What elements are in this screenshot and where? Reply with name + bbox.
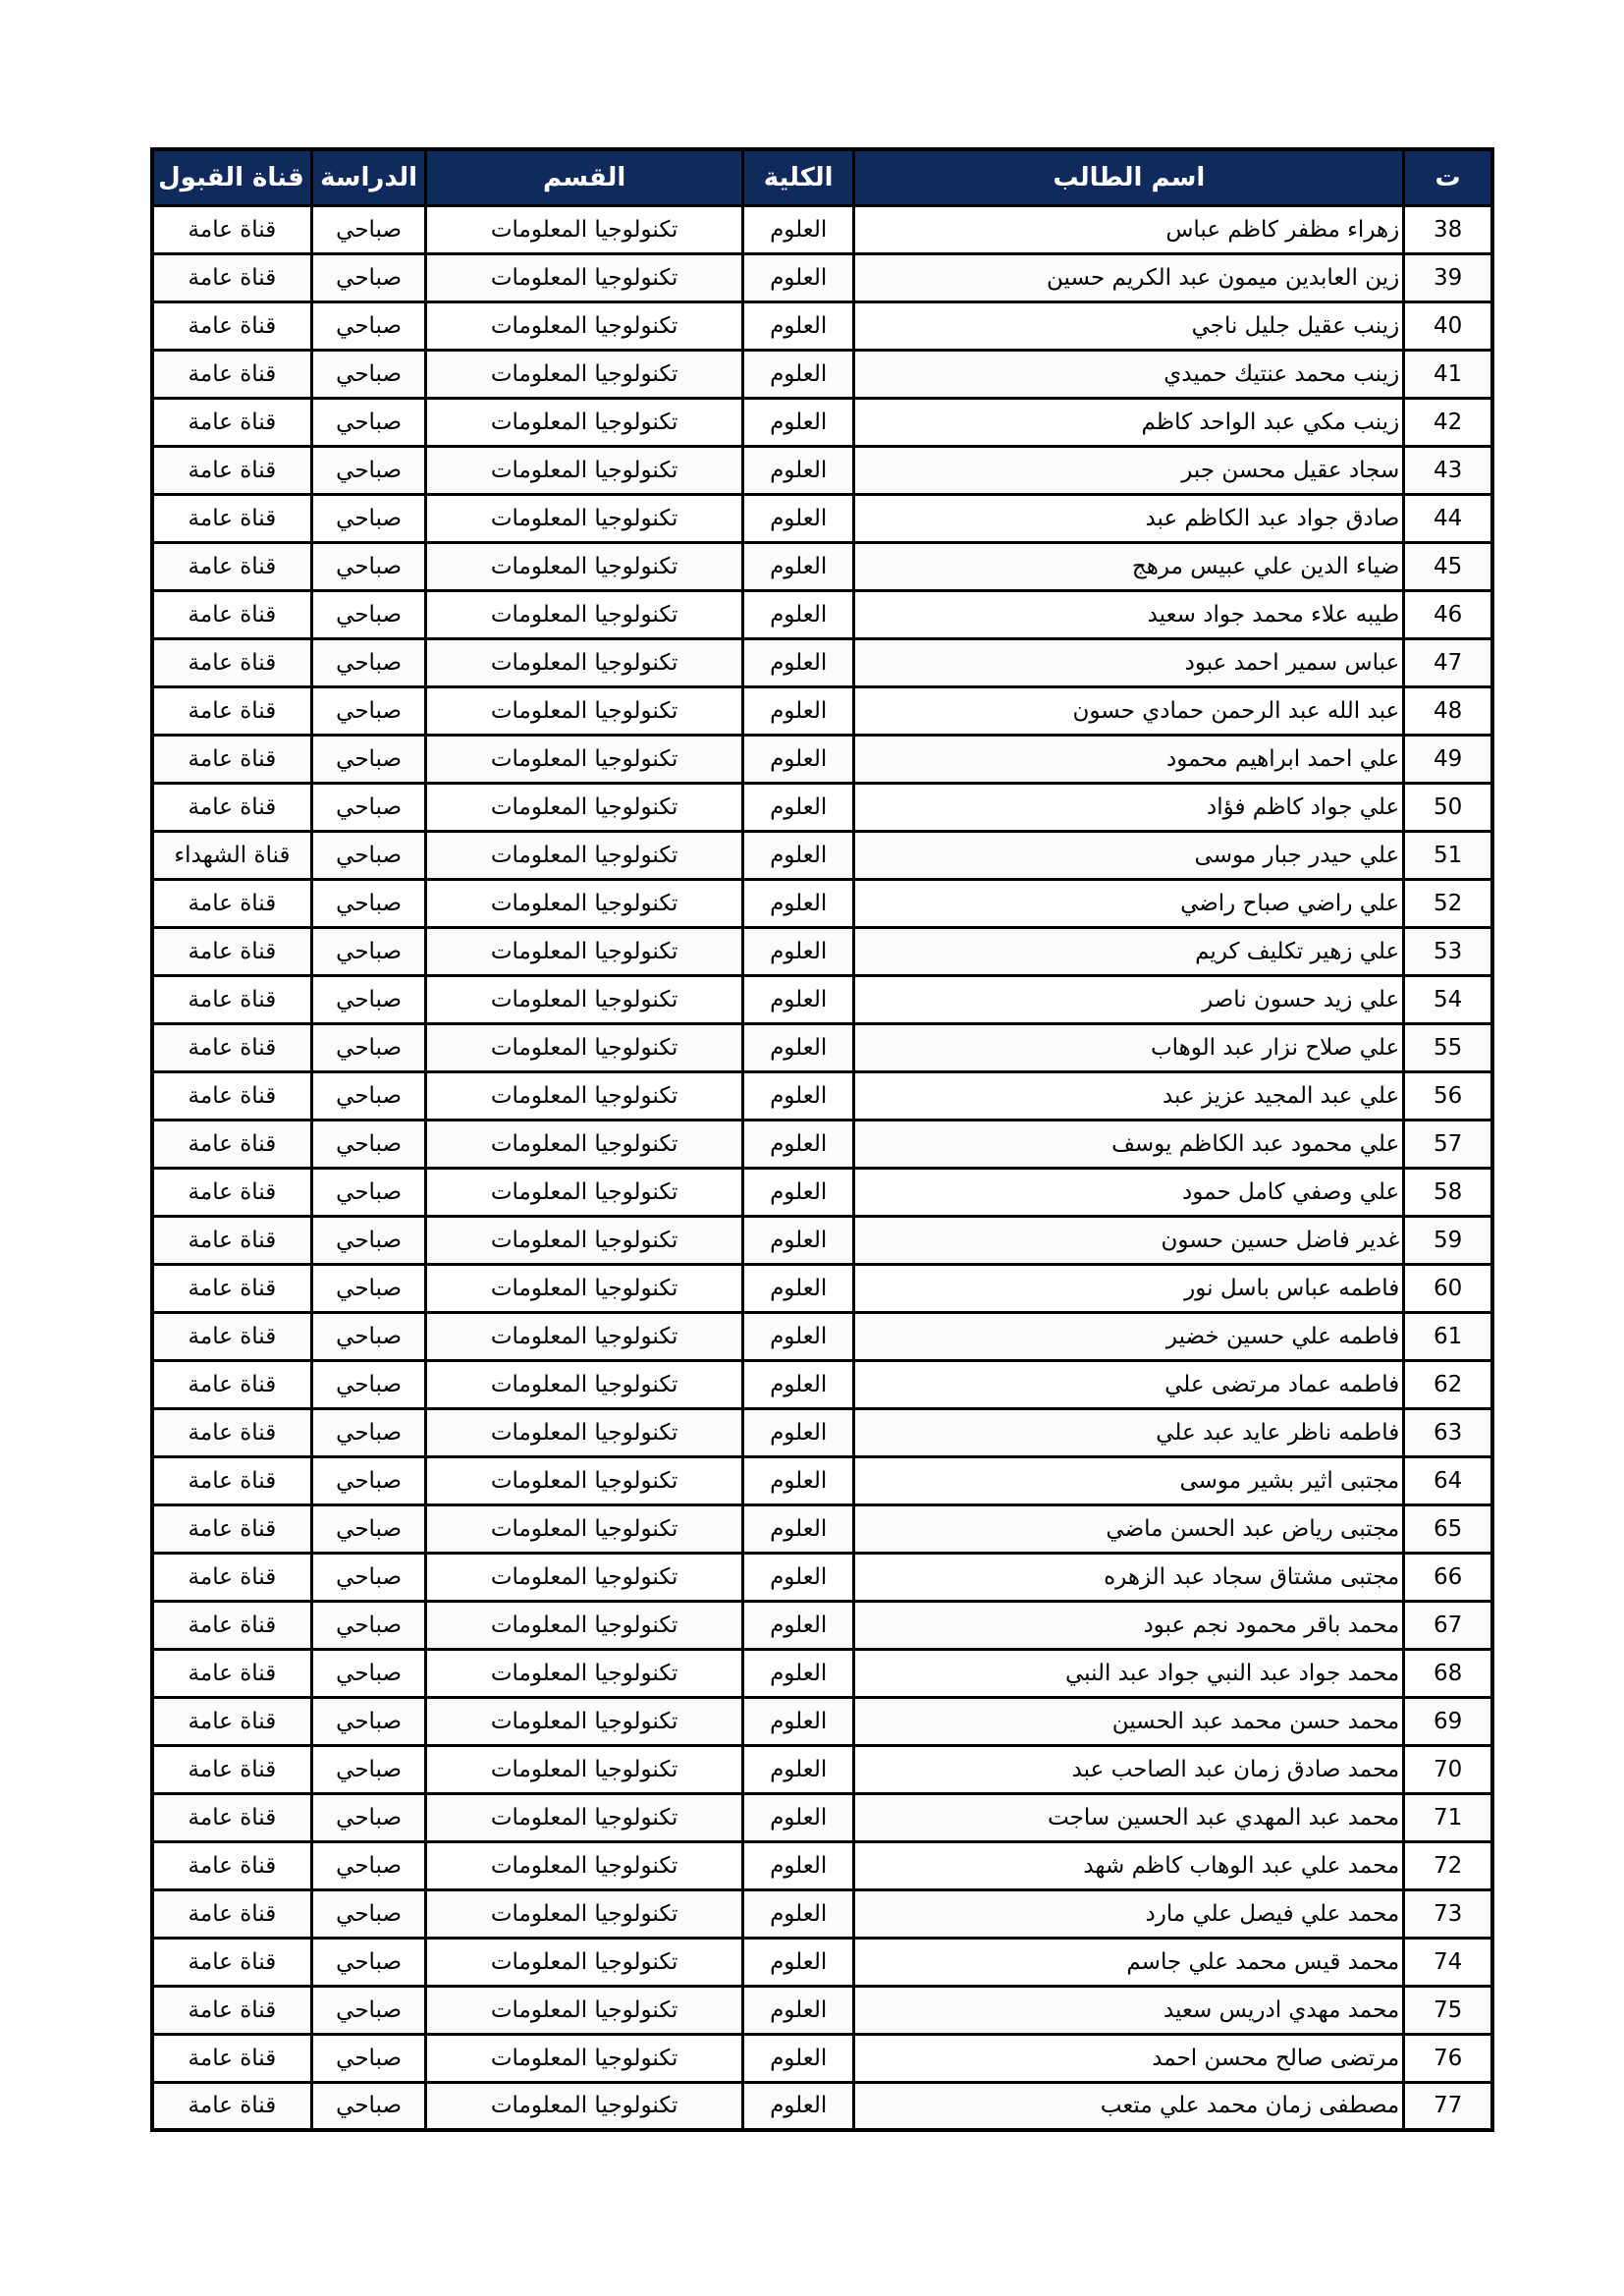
- header-admission-channel: قناة القبول: [152, 149, 311, 205]
- cell-study: صباحي: [311, 1120, 426, 1168]
- cell-department: تكنولوجيا المعلومات: [426, 1360, 742, 1408]
- cell-study: صباحي: [311, 301, 426, 350]
- cell-no: 48: [1404, 686, 1492, 735]
- cell-student-name: مجتبى مشتاق سجاد عبد الزهره: [854, 1553, 1404, 1601]
- cell-no: 42: [1404, 398, 1492, 446]
- table-row: [152, 1601, 1492, 1649]
- cell-student-name: عبد الله عبد الرحمن حمادي حسون: [854, 686, 1404, 735]
- table-row: [152, 1456, 1492, 1504]
- cell-no: 39: [1404, 253, 1492, 301]
- cell-college: العلوم: [742, 205, 854, 253]
- cell-college: العلوم: [742, 1601, 854, 1649]
- cell-department: تكنولوجيا المعلومات: [426, 1745, 742, 1793]
- cell-study: صباحي: [311, 1023, 426, 1071]
- cell-department: تكنولوجيا المعلومات: [426, 783, 742, 831]
- cell-student-name: علي صلاح نزار عبد الوهاب: [854, 1023, 1404, 1071]
- cell-department: تكنولوجيا المعلومات: [426, 1216, 742, 1264]
- cell-college: العلوم: [742, 686, 854, 735]
- cell-study: صباحي: [311, 1504, 426, 1553]
- cell-study: صباحي: [311, 2034, 426, 2082]
- cell-student-name: طيبه علاء محمد جواد سعيد: [854, 590, 1404, 638]
- cell-college: العلوم: [742, 975, 854, 1023]
- cell-college: العلوم: [742, 1120, 854, 1168]
- cell-admission-channel: قناة عامة: [152, 205, 311, 253]
- cell-student-name: مصطفى زمان محمد علي متعب: [854, 2082, 1404, 2130]
- cell-student-name: زين العابدين ميمون عبد الكريم حسين: [854, 253, 1404, 301]
- table-row: [152, 2082, 1492, 2130]
- table-row: [152, 879, 1492, 927]
- cell-department: تكنولوجيا المعلومات: [426, 1697, 742, 1745]
- cell-student-name: محمد علي فيصل علي مارد: [854, 1889, 1404, 1938]
- cell-admission-channel: قناة عامة: [152, 975, 311, 1023]
- cell-college: العلوم: [742, 1745, 854, 1793]
- cell-study: صباحي: [311, 1312, 426, 1360]
- cell-college: العلوم: [742, 2034, 854, 2082]
- cell-study: صباحي: [311, 879, 426, 927]
- table-row: [152, 927, 1492, 975]
- cell-college: العلوم: [742, 831, 854, 879]
- cell-student-name: علي زيد حسون ناصر: [854, 975, 1404, 1023]
- cell-department: تكنولوجيا المعلومات: [426, 1456, 742, 1504]
- cell-no: 41: [1404, 350, 1492, 398]
- cell-student-name: محمد علي عبد الوهاب كاظم شهد: [854, 1841, 1404, 1889]
- cell-admission-channel: قناة عامة: [152, 590, 311, 638]
- cell-department: تكنولوجيا المعلومات: [426, 253, 742, 301]
- cell-no: 47: [1404, 638, 1492, 686]
- cell-no: 55: [1404, 1023, 1492, 1071]
- cell-study: صباحي: [311, 1986, 426, 2034]
- cell-college: العلوم: [742, 542, 854, 590]
- cell-admission-channel: قناة عامة: [152, 927, 311, 975]
- table-row: [152, 1023, 1492, 1071]
- cell-college: العلوم: [742, 1793, 854, 1841]
- cell-no: 45: [1404, 542, 1492, 590]
- cell-department: تكنولوجيا المعلومات: [426, 1938, 742, 1986]
- header-department: القسم: [426, 149, 742, 205]
- cell-department: تكنولوجيا المعلومات: [426, 927, 742, 975]
- cell-student-name: علي احمد ابراهيم محمود: [854, 735, 1404, 783]
- cell-college: العلوم: [742, 253, 854, 301]
- cell-admission-channel: قناة عامة: [152, 1312, 311, 1360]
- cell-college: العلوم: [742, 350, 854, 398]
- cell-college: العلوم: [742, 1504, 854, 1553]
- cell-admission-channel: قناة عامة: [152, 1649, 311, 1697]
- cell-college: العلوم: [742, 783, 854, 831]
- table-row: [152, 2034, 1492, 2082]
- cell-admission-channel: قناة عامة: [152, 1889, 311, 1938]
- cell-student-name: مجتبى اثير بشير موسى: [854, 1456, 1404, 1504]
- cell-college: العلوم: [742, 301, 854, 350]
- cell-study: صباحي: [311, 783, 426, 831]
- table-row: [152, 783, 1492, 831]
- cell-no: 40: [1404, 301, 1492, 350]
- cell-study: صباحي: [311, 1889, 426, 1938]
- cell-admission-channel: قناة عامة: [152, 1264, 311, 1312]
- cell-no: 69: [1404, 1697, 1492, 1745]
- cell-no: 66: [1404, 1553, 1492, 1601]
- cell-student-name: زينب محمد عنتيك حميدي: [854, 350, 1404, 398]
- cell-department: تكنولوجيا المعلومات: [426, 398, 742, 446]
- cell-study: صباحي: [311, 1408, 426, 1456]
- header-study: الدراسة: [311, 149, 426, 205]
- table-row: [152, 494, 1492, 542]
- cell-admission-channel: قناة عامة: [152, 1938, 311, 1986]
- cell-department: تكنولوجيا المعلومات: [426, 686, 742, 735]
- students-table: [150, 147, 1494, 2132]
- table-row: [152, 686, 1492, 735]
- cell-no: 77: [1404, 2082, 1492, 2130]
- cell-college: العلوم: [742, 1889, 854, 1938]
- cell-college: العلوم: [742, 638, 854, 686]
- table-body: [152, 205, 1492, 2130]
- cell-no: 54: [1404, 975, 1492, 1023]
- cell-study: صباحي: [311, 927, 426, 975]
- cell-study: صباحي: [311, 1649, 426, 1697]
- cell-admission-channel: قناة عامة: [152, 1504, 311, 1553]
- cell-college: العلوم: [742, 1360, 854, 1408]
- cell-admission-channel: قناة عامة: [152, 879, 311, 927]
- cell-admission-channel: قناة عامة: [152, 542, 311, 590]
- table-row: [152, 1408, 1492, 1456]
- cell-no: 75: [1404, 1986, 1492, 2034]
- cell-college: العلوم: [742, 879, 854, 927]
- cell-college: العلوم: [742, 1649, 854, 1697]
- table-row: [152, 1264, 1492, 1312]
- cell-department: تكنولوجيا المعلومات: [426, 1023, 742, 1071]
- table-row: [152, 1938, 1492, 1986]
- cell-college: العلوم: [742, 927, 854, 975]
- cell-study: صباحي: [311, 1360, 426, 1408]
- cell-college: العلوم: [742, 494, 854, 542]
- table-row: [152, 1697, 1492, 1745]
- table-row: [152, 638, 1492, 686]
- cell-admission-channel: قناة عامة: [152, 301, 311, 350]
- cell-no: 46: [1404, 590, 1492, 638]
- cell-no: 76: [1404, 2034, 1492, 2082]
- cell-admission-channel: قناة عامة: [152, 1986, 311, 2034]
- cell-student-name: محمد جواد عبد النبي جواد عبد النبي: [854, 1649, 1404, 1697]
- cell-college: العلوم: [742, 1841, 854, 1889]
- cell-study: صباحي: [311, 590, 426, 638]
- cell-college: العلوم: [742, 1168, 854, 1216]
- cell-department: تكنولوجيا المعلومات: [426, 1649, 742, 1697]
- cell-department: تكنولوجيا المعلومات: [426, 2082, 742, 2130]
- cell-department: تكنولوجيا المعلومات: [426, 1793, 742, 1841]
- cell-study: صباحي: [311, 1264, 426, 1312]
- cell-study: صباحي: [311, 735, 426, 783]
- cell-no: 64: [1404, 1456, 1492, 1504]
- cell-college: العلوم: [742, 1071, 854, 1120]
- cell-student-name: محمد صادق زمان عبد الصاحب عبد: [854, 1745, 1404, 1793]
- cell-student-name: فاطمه عباس باسل نور: [854, 1264, 1404, 1312]
- table-row: [152, 1168, 1492, 1216]
- table-row: [152, 542, 1492, 590]
- cell-student-name: زينب مكي عبد الواحد كاظم: [854, 398, 1404, 446]
- table-row: [152, 1986, 1492, 2034]
- cell-student-name: فاطمه ناظر عايد عبد علي: [854, 1408, 1404, 1456]
- cell-admission-channel: قناة عامة: [152, 1456, 311, 1504]
- cell-department: تكنولوجيا المعلومات: [426, 2034, 742, 2082]
- cell-college: العلوم: [742, 1697, 854, 1745]
- cell-student-name: علي جواد كاظم فؤاد: [854, 783, 1404, 831]
- cell-student-name: علي محمود عبد الكاظم يوسف: [854, 1120, 1404, 1168]
- table-row: [152, 1889, 1492, 1938]
- cell-department: تكنولوجيا المعلومات: [426, 542, 742, 590]
- cell-admission-channel: قناة عامة: [152, 1120, 311, 1168]
- cell-admission-channel: قناة الشهداء: [152, 831, 311, 879]
- cell-college: العلوم: [742, 1938, 854, 1986]
- cell-student-name: محمد مهدي ادريس سعيد: [854, 1986, 1404, 2034]
- cell-department: تكنولوجيا المعلومات: [426, 301, 742, 350]
- cell-study: صباحي: [311, 446, 426, 494]
- cell-no: 43: [1404, 446, 1492, 494]
- cell-department: تكنولوجيا المعلومات: [426, 1553, 742, 1601]
- cell-department: تكنولوجيا المعلومات: [426, 1841, 742, 1889]
- cell-college: العلوم: [742, 1553, 854, 1601]
- cell-department: تكنولوجيا المعلومات: [426, 1264, 742, 1312]
- cell-department: تكنولوجيا المعلومات: [426, 446, 742, 494]
- cell-admission-channel: قناة عامة: [152, 783, 311, 831]
- cell-admission-channel: قناة عامة: [152, 1553, 311, 1601]
- cell-no: 51: [1404, 831, 1492, 879]
- cell-admission-channel: قناة عامة: [152, 1216, 311, 1264]
- cell-department: تكنولوجيا المعلومات: [426, 1601, 742, 1649]
- table-row: [152, 446, 1492, 494]
- table-row: [152, 735, 1492, 783]
- cell-admission-channel: قناة عامة: [152, 494, 311, 542]
- cell-no: 52: [1404, 879, 1492, 927]
- cell-admission-channel: قناة عامة: [152, 686, 311, 735]
- cell-department: تكنولوجيا المعلومات: [426, 590, 742, 638]
- cell-student-name: مرتضى صالح محسن احمد: [854, 2034, 1404, 2082]
- cell-no: 72: [1404, 1841, 1492, 1889]
- cell-study: صباحي: [311, 1216, 426, 1264]
- cell-department: تكنولوجيا المعلومات: [426, 975, 742, 1023]
- cell-no: 50: [1404, 783, 1492, 831]
- cell-admission-channel: قناة عامة: [152, 1745, 311, 1793]
- cell-no: 74: [1404, 1938, 1492, 1986]
- header-college: الكلية: [742, 149, 854, 205]
- cell-college: العلوم: [742, 735, 854, 783]
- cell-admission-channel: قناة عامة: [152, 735, 311, 783]
- table-row: [152, 1504, 1492, 1553]
- cell-department: تكنولوجيا المعلومات: [426, 879, 742, 927]
- cell-study: صباحي: [311, 1697, 426, 1745]
- cell-no: 70: [1404, 1745, 1492, 1793]
- cell-study: صباحي: [311, 1168, 426, 1216]
- cell-department: تكنولوجيا المعلومات: [426, 494, 742, 542]
- cell-student-name: علي زهير تكليف كريم: [854, 927, 1404, 975]
- cell-admission-channel: قناة عامة: [152, 2082, 311, 2130]
- cell-study: صباحي: [311, 1071, 426, 1120]
- cell-no: 63: [1404, 1408, 1492, 1456]
- cell-no: 67: [1404, 1601, 1492, 1649]
- cell-admission-channel: قناة عامة: [152, 446, 311, 494]
- header-student-name: اسم الطالب: [854, 149, 1404, 205]
- cell-study: صباحي: [311, 1553, 426, 1601]
- table-row: [152, 205, 1492, 253]
- cell-study: صباحي: [311, 350, 426, 398]
- cell-student-name: زينب عقيل جليل ناجي: [854, 301, 1404, 350]
- cell-no: 71: [1404, 1793, 1492, 1841]
- cell-student-name: فاطمه عماد مرتضى علي: [854, 1360, 1404, 1408]
- table-row: [152, 1360, 1492, 1408]
- cell-student-name: سجاد عقيل محسن جبر: [854, 446, 1404, 494]
- cell-student-name: علي راضي صباح راضي: [854, 879, 1404, 927]
- cell-department: تكنولوجيا المعلومات: [426, 638, 742, 686]
- cell-admission-channel: قناة عامة: [152, 398, 311, 446]
- cell-department: تكنولوجيا المعلومات: [426, 350, 742, 398]
- cell-admission-channel: قناة عامة: [152, 1168, 311, 1216]
- cell-student-name: علي عبد المجيد عزيز عبد: [854, 1071, 1404, 1120]
- cell-student-name: فاطمه علي حسين خضير: [854, 1312, 1404, 1360]
- document-sheet: [150, 147, 1494, 2132]
- cell-admission-channel: قناة عامة: [152, 1071, 311, 1120]
- cell-student-name: محمد حسن محمد عبد الحسين: [854, 1697, 1404, 1745]
- cell-department: تكنولوجيا المعلومات: [426, 1071, 742, 1120]
- cell-study: صباحي: [311, 1938, 426, 1986]
- cell-student-name: ضياء الدين علي عبيس مرهج: [854, 542, 1404, 590]
- cell-student-name: صادق جواد عبد الكاظم عبد: [854, 494, 1404, 542]
- cell-admission-channel: قناة عامة: [152, 253, 311, 301]
- cell-department: تكنولوجيا المعلومات: [426, 1168, 742, 1216]
- cell-department: تكنولوجيا المعلومات: [426, 831, 742, 879]
- cell-study: صباحي: [311, 1456, 426, 1504]
- cell-study: صباحي: [311, 975, 426, 1023]
- cell-college: العلوم: [742, 1264, 854, 1312]
- cell-college: العلوم: [742, 1023, 854, 1071]
- cell-department: تكنولوجيا المعلومات: [426, 1986, 742, 2034]
- cell-no: 38: [1404, 205, 1492, 253]
- header-row: [152, 149, 1492, 205]
- cell-admission-channel: قناة عامة: [152, 1841, 311, 1889]
- cell-admission-channel: قناة عامة: [152, 1601, 311, 1649]
- cell-no: 57: [1404, 1120, 1492, 1168]
- cell-no: 61: [1404, 1312, 1492, 1360]
- table-row: [152, 301, 1492, 350]
- table-row: [152, 1071, 1492, 1120]
- cell-no: 44: [1404, 494, 1492, 542]
- cell-college: العلوم: [742, 446, 854, 494]
- table-row: [152, 1312, 1492, 1360]
- table-row: [152, 1216, 1492, 1264]
- cell-college: العلوم: [742, 590, 854, 638]
- cell-study: صباحي: [311, 398, 426, 446]
- cell-department: تكنولوجيا المعلومات: [426, 1120, 742, 1168]
- cell-no: 53: [1404, 927, 1492, 975]
- cell-college: العلوم: [742, 398, 854, 446]
- cell-student-name: مجتبى رياض عبد الحسن ماضي: [854, 1504, 1404, 1553]
- cell-study: صباحي: [311, 1601, 426, 1649]
- table-row: [152, 398, 1492, 446]
- cell-no: 56: [1404, 1071, 1492, 1120]
- cell-student-name: زهراء مظفر كاظم عباس: [854, 205, 1404, 253]
- table-row: [152, 1793, 1492, 1841]
- cell-department: تكنولوجيا المعلومات: [426, 1504, 742, 1553]
- cell-college: العلوم: [742, 2082, 854, 2130]
- cell-student-name: عباس سمير احمد عبود: [854, 638, 1404, 686]
- table-row: [152, 590, 1492, 638]
- cell-no: 68: [1404, 1649, 1492, 1697]
- cell-no: 73: [1404, 1889, 1492, 1938]
- cell-no: 59: [1404, 1216, 1492, 1264]
- cell-no: 62: [1404, 1360, 1492, 1408]
- cell-department: تكنولوجيا المعلومات: [426, 1408, 742, 1456]
- cell-admission-channel: قناة عامة: [152, 1023, 311, 1071]
- cell-study: صباحي: [311, 2082, 426, 2130]
- table-row: [152, 1841, 1492, 1889]
- cell-department: تكنولوجيا المعلومات: [426, 735, 742, 783]
- cell-department: تكنولوجيا المعلومات: [426, 1312, 742, 1360]
- cell-admission-channel: قناة عامة: [152, 2034, 311, 2082]
- cell-study: صباحي: [311, 638, 426, 686]
- cell-admission-channel: قناة عامة: [152, 1697, 311, 1745]
- table-row: [152, 975, 1492, 1023]
- cell-study: صباحي: [311, 253, 426, 301]
- header-no: ت: [1404, 149, 1492, 205]
- cell-department: تكنولوجيا المعلومات: [426, 205, 742, 253]
- table-row: [152, 350, 1492, 398]
- cell-admission-channel: قناة عامة: [152, 1360, 311, 1408]
- table-row: [152, 1553, 1492, 1601]
- table-row: [152, 253, 1492, 301]
- cell-college: العلوم: [742, 1216, 854, 1264]
- cell-study: صباحي: [311, 205, 426, 253]
- cell-no: 49: [1404, 735, 1492, 783]
- cell-study: صباحي: [311, 1841, 426, 1889]
- cell-admission-channel: قناة عامة: [152, 1793, 311, 1841]
- table-header: [152, 149, 1492, 205]
- cell-study: صباحي: [311, 1793, 426, 1841]
- cell-study: صباحي: [311, 831, 426, 879]
- cell-study: صباحي: [311, 542, 426, 590]
- cell-admission-channel: قناة عامة: [152, 638, 311, 686]
- cell-no: 65: [1404, 1504, 1492, 1553]
- cell-admission-channel: قناة عامة: [152, 1408, 311, 1456]
- cell-student-name: محمد باقر محمود نجم عبود: [854, 1601, 1404, 1649]
- cell-college: العلوم: [742, 1408, 854, 1456]
- table-row: [152, 831, 1492, 879]
- cell-no: 60: [1404, 1264, 1492, 1312]
- table-row: [152, 1649, 1492, 1697]
- cell-student-name: علي حيدر جبار موسى: [854, 831, 1404, 879]
- cell-study: صباحي: [311, 1745, 426, 1793]
- cell-college: العلوم: [742, 1312, 854, 1360]
- cell-college: العلوم: [742, 1986, 854, 2034]
- cell-no: 58: [1404, 1168, 1492, 1216]
- cell-college: العلوم: [742, 1456, 854, 1504]
- cell-admission-channel: قناة عامة: [152, 350, 311, 398]
- table-row: [152, 1120, 1492, 1168]
- cell-student-name: محمد قيس محمد علي جاسم: [854, 1938, 1404, 1986]
- cell-study: صباحي: [311, 686, 426, 735]
- cell-department: تكنولوجيا المعلومات: [426, 1889, 742, 1938]
- cell-student-name: علي وصفي كامل حمود: [854, 1168, 1404, 1216]
- cell-study: صباحي: [311, 494, 426, 542]
- table-row: [152, 1745, 1492, 1793]
- cell-student-name: غدير فاضل حسين حسون: [854, 1216, 1404, 1264]
- cell-student-name: محمد عبد المهدي عبد الحسين ساجت: [854, 1793, 1404, 1841]
